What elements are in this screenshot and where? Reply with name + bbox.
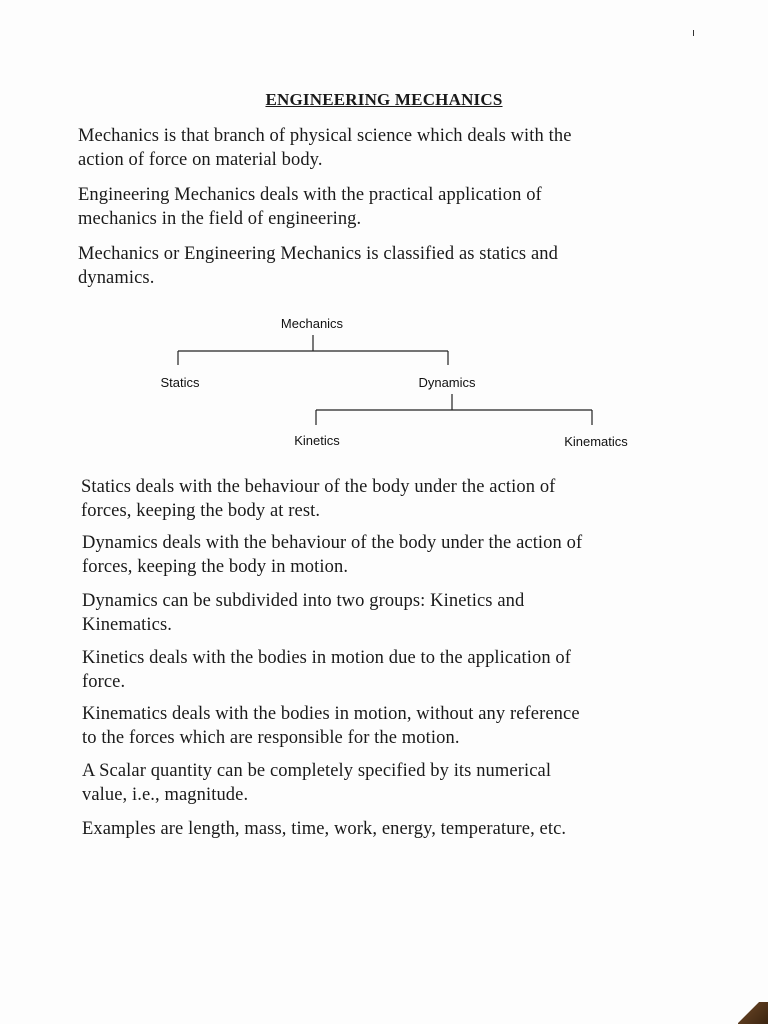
paragraph-engineering-mechanics: Engineering Mechanics deals with the practical application of mechanics in the field of engineering.: [78, 185, 542, 229]
mechanics-classification-diagram: [150, 312, 650, 457]
paragraph-kinematics: Kinematics deals with the bodies in motion, without any reference to the forces which are responsible for the motion.: [82, 704, 580, 748]
page-title: ENGINEERING MECHANICS: [265, 90, 503, 109]
paragraph-mechanics-definition: Mechanics is that branch of physical science which deals with the action of force on material body.: [78, 126, 572, 170]
paragraph-statics: Statics deals with the behaviour of the body under the action of forces, keeping the body at rest.: [81, 477, 556, 521]
paragraph-kinetics: Kinetics deals with the bodies in motion due to the application of force.: [82, 648, 572, 692]
node-dynamics: Dynamics: [418, 375, 476, 390]
paragraph-scalar-examples: Examples are length, mass, time, work, energy, temperature, etc.: [82, 819, 567, 839]
paragraph-scalar-quantity: A Scalar quantity can be completely specified by its numerical value, i.e., magnitude.: [82, 761, 552, 805]
node-mechanics: Mechanics: [280, 316, 344, 331]
node-kinematics: Kinematics: [564, 434, 628, 449]
node-kinetics: Kinetics: [294, 433, 340, 448]
scan-edge-shadow: [738, 1002, 768, 1024]
scan-mark: [693, 30, 694, 36]
paragraph-dynamics: Dynamics deals with the behaviour of the body under the action of forces, keeping the body in motion.: [82, 533, 583, 577]
node-statics: Statics: [160, 375, 200, 390]
paragraph-dynamics-subdivision: Dynamics can be subdivided into two groups: Kinetics and Kinematics.: [82, 591, 525, 635]
paragraph-classification: Mechanics or Engineering Mechanics is classified as statics and dynamics.: [78, 244, 558, 288]
